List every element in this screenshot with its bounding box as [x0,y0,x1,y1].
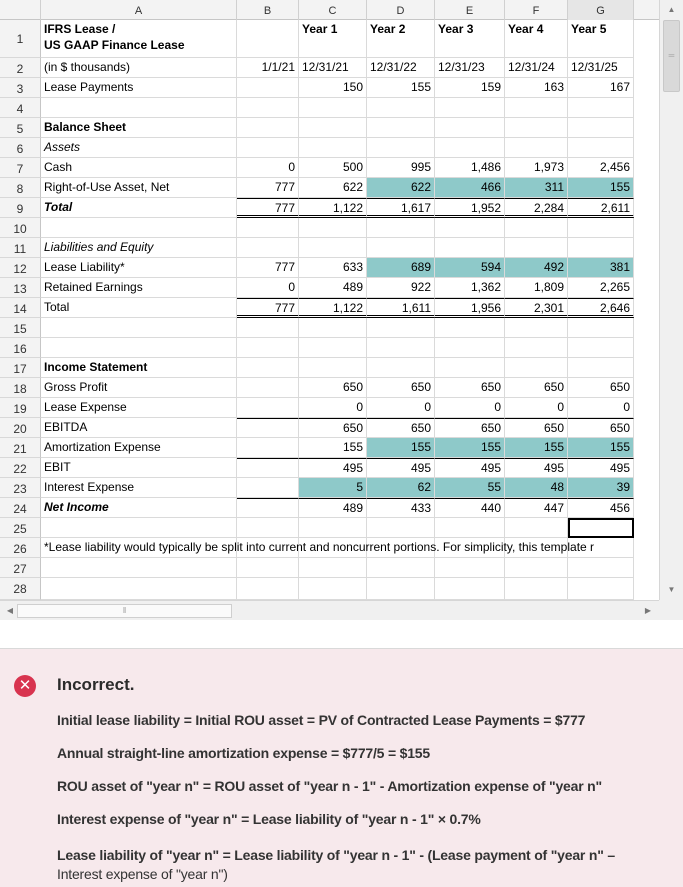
table-row [0,578,659,600]
cell-g13[interactable]: 2,265 [568,278,634,298]
cell-b8[interactable]: 777 [237,178,299,198]
row-header[interactable]: 17 [0,358,41,378]
cell-a14[interactable]: Total [41,298,237,318]
cell-a6[interactable]: Assets [41,138,237,158]
cell-d13[interactable]: 922 [367,278,435,298]
scroll-up-icon[interactable]: ▲ [667,5,676,14]
cell-b1[interactable] [237,20,299,58]
cell-d2[interactable]: 12/31/22 [367,58,435,78]
cell-c9[interactable]: 1,122 [299,198,367,218]
cell-b5[interactable] [237,118,299,138]
column-header-a[interactable]: A [41,0,237,20]
cell-e27[interactable] [435,558,505,578]
cell-a18[interactable]: Gross Profit [41,378,237,398]
cell-c2[interactable]: 12/31/21 [299,58,367,78]
cell-g16[interactable] [568,338,634,358]
cell-b9[interactable]: 777 [237,198,299,218]
cell-b4[interactable] [237,98,299,118]
table-row [0,558,659,578]
cell-e20[interactable]: 650 [435,418,505,438]
row-header[interactable]: 14 [0,298,41,318]
cell-d22[interactable]: 495 [367,458,435,478]
cell-c10[interactable] [299,218,367,238]
feedback-line: Interest expense of "year n") [57,866,228,882]
cell-b7[interactable]: 0 [237,158,299,178]
cell-b24[interactable] [237,498,299,518]
cell-c3[interactable]: 150 [299,78,367,98]
cell-a26[interactable]: *Lease liability would typically be split into current and noncurrent portions. For simplicity, this template r [41,538,237,558]
table-row [0,498,659,518]
cell-b13[interactable]: 0 [237,278,299,298]
cell-a3[interactable]: Lease Payments [41,78,237,98]
table-row [0,78,659,98]
cell-d12[interactable]: 689 [367,258,435,278]
cell-c27[interactable] [299,558,367,578]
select-all-corner[interactable] [0,0,41,20]
cell-e1[interactable]: Year 3 [435,20,505,58]
table-row [0,418,659,438]
cell-f18[interactable]: 650 [505,378,568,398]
cell-f24[interactable]: 447 [505,498,568,518]
cell-g8[interactable]: 155 [568,178,634,198]
cell-a20[interactable]: EBITDA [41,418,237,438]
cell-f27[interactable] [505,558,568,578]
cell-e12[interactable]: 594 [435,258,505,278]
cell-g22[interactable]: 495 [568,458,634,478]
cell-c1[interactable]: Year 1 [299,20,367,58]
row-header[interactable]: 1 [0,20,41,58]
column-header-c[interactable]: C [299,0,367,20]
cell-c28[interactable] [299,578,367,600]
cell-f6[interactable] [505,138,568,158]
cell-e22[interactable]: 495 [435,458,505,478]
cell-a16[interactable] [41,338,237,358]
cell-a12[interactable]: Lease Liability* [41,258,237,278]
row-header[interactable]: 26 [0,538,41,558]
cell-a21[interactable]: Amortization Expense [41,438,237,458]
cell-c23[interactable]: 5 [299,478,367,498]
table-row [0,438,659,458]
cell-g12[interactable]: 381 [568,258,634,278]
cell-e21[interactable]: 155 [435,438,505,458]
cell-c22[interactable]: 495 [299,458,367,478]
row-header[interactable]: 11 [0,238,41,258]
cell-b16[interactable] [237,338,299,358]
cell-c12[interactable]: 633 [299,258,367,278]
cell-a19[interactable]: Lease Expense [41,398,237,418]
cell-d3[interactable]: 155 [367,78,435,98]
cell-b10[interactable] [237,218,299,238]
vertical-scroll-thumb[interactable] [663,20,680,92]
table-row [0,20,659,58]
cell-e2[interactable]: 12/31/23 [435,58,505,78]
cell-c4[interactable] [299,98,367,118]
cell-e24[interactable]: 440 [435,498,505,518]
cell-d23[interactable]: 62 [367,478,435,498]
cell-a7[interactable]: Cash [41,158,237,178]
cell-b6[interactable] [237,138,299,158]
table-row [0,238,659,258]
cell-a13[interactable]: Retained Earnings [41,278,237,298]
row-header[interactable]: 3 [0,78,41,98]
cell-b15[interactable] [237,318,299,338]
cell-f13[interactable]: 1,809 [505,278,568,298]
cell-a8[interactable]: Right-of-Use Asset, Net [41,178,237,198]
cell-g7[interactable]: 2,456 [568,158,634,178]
cell-f9[interactable]: 2,284 [505,198,568,218]
cell-c8[interactable]: 622 [299,178,367,198]
cell-g1[interactable]: Year 5 [568,20,634,58]
cell-e23[interactable]: 55 [435,478,505,498]
title-line-1: IFRS Lease / [44,22,116,36]
cell-d19[interactable]: 0 [367,398,435,418]
cell-f22[interactable]: 495 [505,458,568,478]
row-header[interactable]: 9 [0,198,41,218]
cell-g18[interactable]: 650 [568,378,634,398]
cell-e9[interactable]: 1,952 [435,198,505,218]
row-header[interactable]: 8 [0,178,41,198]
cell-e5[interactable] [435,118,505,138]
scroll-right-icon[interactable]: ▶ [644,606,652,615]
cell-b17[interactable] [237,358,299,378]
scroll-left-icon[interactable]: ◀ [6,606,14,615]
cell-d9[interactable]: 1,617 [367,198,435,218]
cell-f20[interactable]: 650 [505,418,568,438]
cell-g20[interactable]: 650 [568,418,634,438]
table-row [0,298,659,318]
cell-d7[interactable]: 995 [367,158,435,178]
cell-d1[interactable]: Year 2 [367,20,435,58]
cell-g17[interactable] [568,358,634,378]
table-row [0,138,659,158]
cell-d25[interactable] [367,518,435,538]
cell-f12[interactable]: 492 [505,258,568,278]
cell-e17[interactable] [435,358,505,378]
cell-f2[interactable]: 12/31/24 [505,58,568,78]
cell-b12[interactable]: 777 [237,258,299,278]
feedback-line: Initial lease liability = Initial ROU asset = PV of Contracted Lease Payments = $777 [57,712,586,728]
cell-g9[interactable]: 2,611 [568,198,634,218]
row-header[interactable]: 24 [0,498,41,518]
table-row [0,178,659,198]
cell-g24[interactable]: 456 [568,498,634,518]
cell-c7[interactable]: 500 [299,158,367,178]
cell-g2[interactable]: 12/31/25 [568,58,634,78]
row-header[interactable]: 6 [0,138,41,158]
cell-e16[interactable] [435,338,505,358]
row-header[interactable]: 4 [0,98,41,118]
cell-f19[interactable]: 0 [505,398,568,418]
cell-a11[interactable]: Liabilities and Equity [41,238,237,258]
horizontal-scroll-thumb[interactable]: ‖ [17,604,232,618]
cell-d17[interactable] [367,358,435,378]
cell-e8[interactable]: 466 [435,178,505,198]
cell-b3[interactable] [237,78,299,98]
cell-f11[interactable] [505,238,568,258]
cell-d16[interactable] [367,338,435,358]
cell-g10[interactable] [568,218,634,238]
cell-e3[interactable]: 159 [435,78,505,98]
cell-e18[interactable]: 650 [435,378,505,398]
table-row [0,278,659,298]
cell-b20[interactable] [237,418,299,438]
row-header[interactable]: 15 [0,318,41,338]
feedback-line: Interest expense of "year n" = Lease liability of "year n - 1" × 0.7% [57,811,481,827]
column-header-bar [0,0,659,20]
cell-a15[interactable] [41,318,237,338]
column-header-f[interactable]: F [505,0,568,20]
cell-g11[interactable] [568,238,634,258]
row-header[interactable]: 23 [0,478,41,498]
cell-g21[interactable]: 155 [568,438,634,458]
cell-a17[interactable]: Income Statement [41,358,237,378]
cell-f8[interactable]: 311 [505,178,568,198]
feedback-line: Annual straight-line amortization expense = $777/5 = $155 [57,745,430,761]
cell-e4[interactable] [435,98,505,118]
cell-d27[interactable] [367,558,435,578]
cell-g28[interactable] [568,578,634,600]
cell-a4[interactable] [41,98,237,118]
cell-c5[interactable] [299,118,367,138]
table-row [0,118,659,138]
table-row [0,338,659,358]
row-header[interactable]: 18 [0,378,41,398]
table-row [0,398,659,418]
cell-g25[interactable] [568,518,634,538]
cell-g19[interactable]: 0 [568,398,634,418]
title-line-2: US GAAP Finance Lease [44,38,185,52]
row-header[interactable]: 16 [0,338,41,358]
cell-d28[interactable] [367,578,435,600]
cell-f25[interactable] [505,518,568,538]
cell-c17[interactable] [299,358,367,378]
cell-d24[interactable]: 433 [367,498,435,518]
scrollbar-corner [659,600,683,620]
cell-g5[interactable] [568,118,634,138]
row-header[interactable]: 7 [0,158,41,178]
cell-a25[interactable] [41,518,237,538]
row-header[interactable]: 19 [0,398,41,418]
cell-f28[interactable] [505,578,568,600]
row-header[interactable]: 20 [0,418,41,438]
cell-f3[interactable]: 163 [505,78,568,98]
table-row [0,198,659,218]
cell-e28[interactable] [435,578,505,600]
row-header[interactable]: 10 [0,218,41,238]
cell-e13[interactable]: 1,362 [435,278,505,298]
cell-a1[interactable] [41,20,237,58]
cell-b25[interactable] [237,518,299,538]
cell-c13[interactable]: 489 [299,278,367,298]
scroll-down-icon[interactable]: ▼ [667,585,676,594]
cell-b23[interactable] [237,478,299,498]
cell-f5[interactable] [505,118,568,138]
cell-a24[interactable]: Net Income [41,498,237,518]
row-header[interactable]: 22 [0,458,41,478]
x-circle-icon: ✕ [14,675,36,697]
cell-b27[interactable] [237,558,299,578]
cell-f7[interactable]: 1,973 [505,158,568,178]
cell-f23[interactable]: 48 [505,478,568,498]
cell-c6[interactable] [299,138,367,158]
cell-f17[interactable] [505,358,568,378]
cell-b19[interactable] [237,398,299,418]
cell-a2[interactable]: (in $ thousands) [41,58,237,78]
cell-g27[interactable] [568,558,634,578]
row-header[interactable]: 2 [0,58,41,78]
vertical-scrollbar[interactable] [659,0,683,600]
cell-a27[interactable] [41,558,237,578]
cell-d8[interactable]: 622 [367,178,435,198]
cell-d6[interactable] [367,138,435,158]
cell-e6[interactable] [435,138,505,158]
column-header-e[interactable]: E [435,0,505,20]
cell-f14[interactable]: 2,301 [505,298,568,318]
cell-c11[interactable] [299,238,367,258]
cell-c24[interactable]: 489 [299,498,367,518]
feedback-line: ROU asset of "year n" = ROU asset of "year n - 1" - Amortization expense of "year n" [57,778,602,794]
cell-g15[interactable] [568,318,634,338]
cell-f16[interactable] [505,338,568,358]
cell-a9[interactable]: Total [41,198,237,218]
cell-c14[interactable]: 1,122 [299,298,367,318]
cell-f21[interactable]: 155 [505,438,568,458]
horizontal-scrollbar[interactable] [0,600,659,620]
cell-g14[interactable]: 2,646 [568,298,634,318]
cell-d21[interactable]: 155 [367,438,435,458]
cell-e10[interactable] [435,218,505,238]
table-row [0,58,659,78]
column-header-b[interactable]: B [237,0,299,20]
cell-d10[interactable] [367,218,435,238]
table-row [0,98,659,118]
cell-b22[interactable] [237,458,299,478]
cell-e25[interactable] [435,518,505,538]
feedback-status: Incorrect. [57,675,135,694]
cell-c20[interactable]: 650 [299,418,367,438]
cell-c25[interactable] [299,518,367,538]
cell-a22[interactable]: EBIT [41,458,237,478]
table-row [0,518,659,538]
cell-d11[interactable] [367,238,435,258]
cell-c21[interactable]: 155 [299,438,367,458]
table-row [0,318,659,338]
scroll-grip-icon: ═ [668,51,675,60]
column-header-g[interactable]: G [568,0,634,20]
table-row [0,478,659,498]
cell-c15[interactable] [299,318,367,338]
table-row [0,378,659,398]
cell-e15[interactable] [435,318,505,338]
cell-e7[interactable]: 1,486 [435,158,505,178]
row-header[interactable]: 28 [0,578,41,600]
cell-c18[interactable]: 650 [299,378,367,398]
cell-d18[interactable]: 650 [367,378,435,398]
cell-f10[interactable] [505,218,568,238]
cell-g23[interactable]: 39 [568,478,634,498]
cell-b18[interactable] [237,378,299,398]
cell-g6[interactable] [568,138,634,158]
cell-b21[interactable] [237,438,299,458]
cell-e11[interactable] [435,238,505,258]
row-header[interactable]: 5 [0,118,41,138]
cell-g4[interactable] [568,98,634,118]
row-header[interactable]: 13 [0,278,41,298]
cell-e14[interactable]: 1,956 [435,298,505,318]
feedback-panel [0,648,683,887]
table-row [0,218,659,238]
cell-a28[interactable] [41,578,237,600]
cell-g3[interactable]: 167 [568,78,634,98]
table-row [0,158,659,178]
cell-e19[interactable]: 0 [435,398,505,418]
cell-d20[interactable]: 650 [367,418,435,438]
cell-c16[interactable] [299,338,367,358]
cell-f1[interactable]: Year 4 [505,20,568,58]
feedback-line: Lease liability of "year n" = Lease liability of "year n - 1" - (Lease payment of "year n" – [57,847,615,863]
cell-a23[interactable]: Interest Expense [41,478,237,498]
cell-d5[interactable] [367,118,435,138]
cell-c19[interactable]: 0 [299,398,367,418]
cell-a10[interactable] [41,218,237,238]
table-row [0,258,659,278]
cell-d15[interactable] [367,318,435,338]
cell-b28[interactable] [237,578,299,600]
column-header-d[interactable]: D [367,0,435,20]
cell-b11[interactable] [237,238,299,258]
table-row [0,458,659,478]
cell-d14[interactable]: 1,611 [367,298,435,318]
row-header[interactable]: 25 [0,518,41,538]
cell-b2[interactable]: 1/1/21 [237,58,299,78]
cell-d4[interactable] [367,98,435,118]
table-row [0,538,659,558]
row-header[interactable]: 27 [0,558,41,578]
cell-f15[interactable] [505,318,568,338]
row-header[interactable]: 12 [0,258,41,278]
cell-b14[interactable]: 777 [237,298,299,318]
cell-f4[interactable] [505,98,568,118]
cell-a5[interactable]: Balance Sheet [41,118,237,138]
row-header[interactable]: 21 [0,438,41,458]
table-row [0,358,659,378]
